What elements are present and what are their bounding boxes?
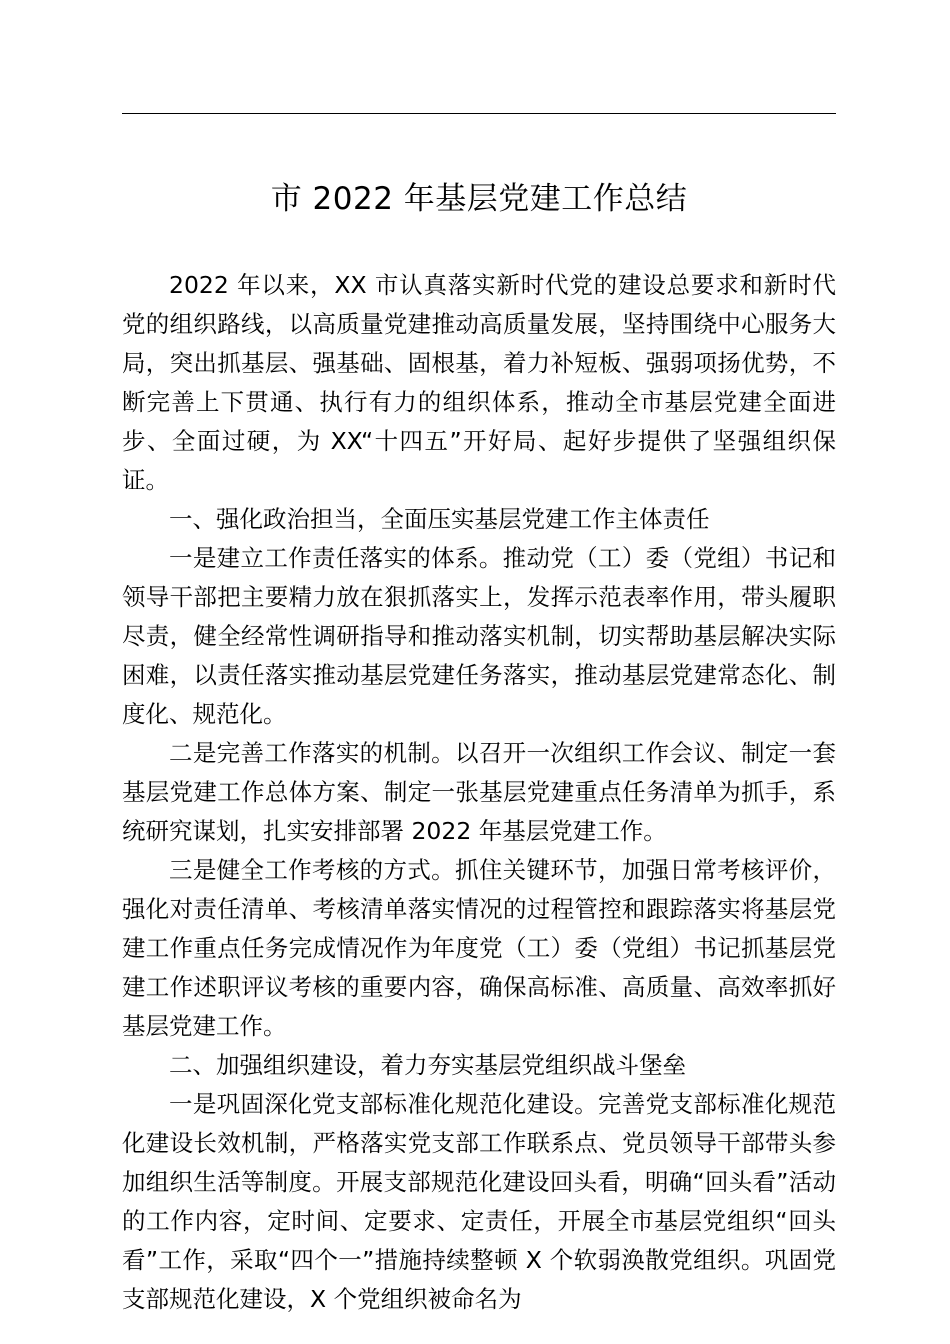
header-rule [122,113,836,114]
section-heading-1: 一、强化政治担当，全面压实基层党建工作主体责任 [169,505,710,533]
intro-paragraph: 2022 年以来，XX 市认真落实新时代党的建设总要求和新时代党的组织路线，以高质量党建推动高质量发展，坚持围绕中心服务大局，突出抓基层、强基础、固根基，着力补短板、强弱项扬优势，不断完善上下贯通、执行有力的组织体系，推动全市基层党建全面进步、全面过硬，为 XX“十四五”开好局、起好步提供了坚强组织保证。 [122,271,836,494]
body-paragraph: 一是巩固深化党支部标准化规范化建设。完善党支部标准化规范化建设长效机制，严格落实党支部工作联系点、党员领导干部带头参加组织生活等制度。开展支部规范化建设回头看，明确“回头看”活动的工作内容，定时间、定要求、定责任，开展全市基层党组织“回头看”工作，采取“四个一”措施持续整顿 X 个软弱涣散党组织。巩固党支部规范化建设，X 个党组织被命名为 [122,1090,836,1313]
body-paragraph: 三是健全工作考核的方式。抓住关键环节，加强日常考核评价，强化对责任清单、考核清单落实情况的过程管控和跟踪落实将基层党建工作重点任务完成情况作为年度党（工）委（党组）书记抓基层党建工作述职评议考核的重要内容，确保高标准、高质量、高效率抓好基层党建工作。 [122,856,836,1040]
body-paragraph: 一是建立工作责任落实的体系。推动党（工）委（党组）书记和领导干部把主要精力放在狠抓落实上，发挥示范表率作用，带头履职尽责，健全经常性调研指导和推动落实机制，切实帮助基层解决实际困难，以责任落实推动基层党建任务落实，推动基层党建常态化、制度化、规范化。 [122,544,836,728]
document-title: 市 2022 年基层党建工作总结 [270,181,688,217]
document-body [122,266,836,1319]
body-paragraph: 二是完善工作落实的机制。以召开一次组织工作会议、制定一套基层党建工作总体方案、制定一张基层党建重点任务清单为抓手，系统研究谋划，扎实安排部署 2022 年基层党建工作。 [122,739,836,845]
section-heading-2: 二、加强组织建设，着力夯实基层党组织战斗堡垒 [169,1051,686,1079]
